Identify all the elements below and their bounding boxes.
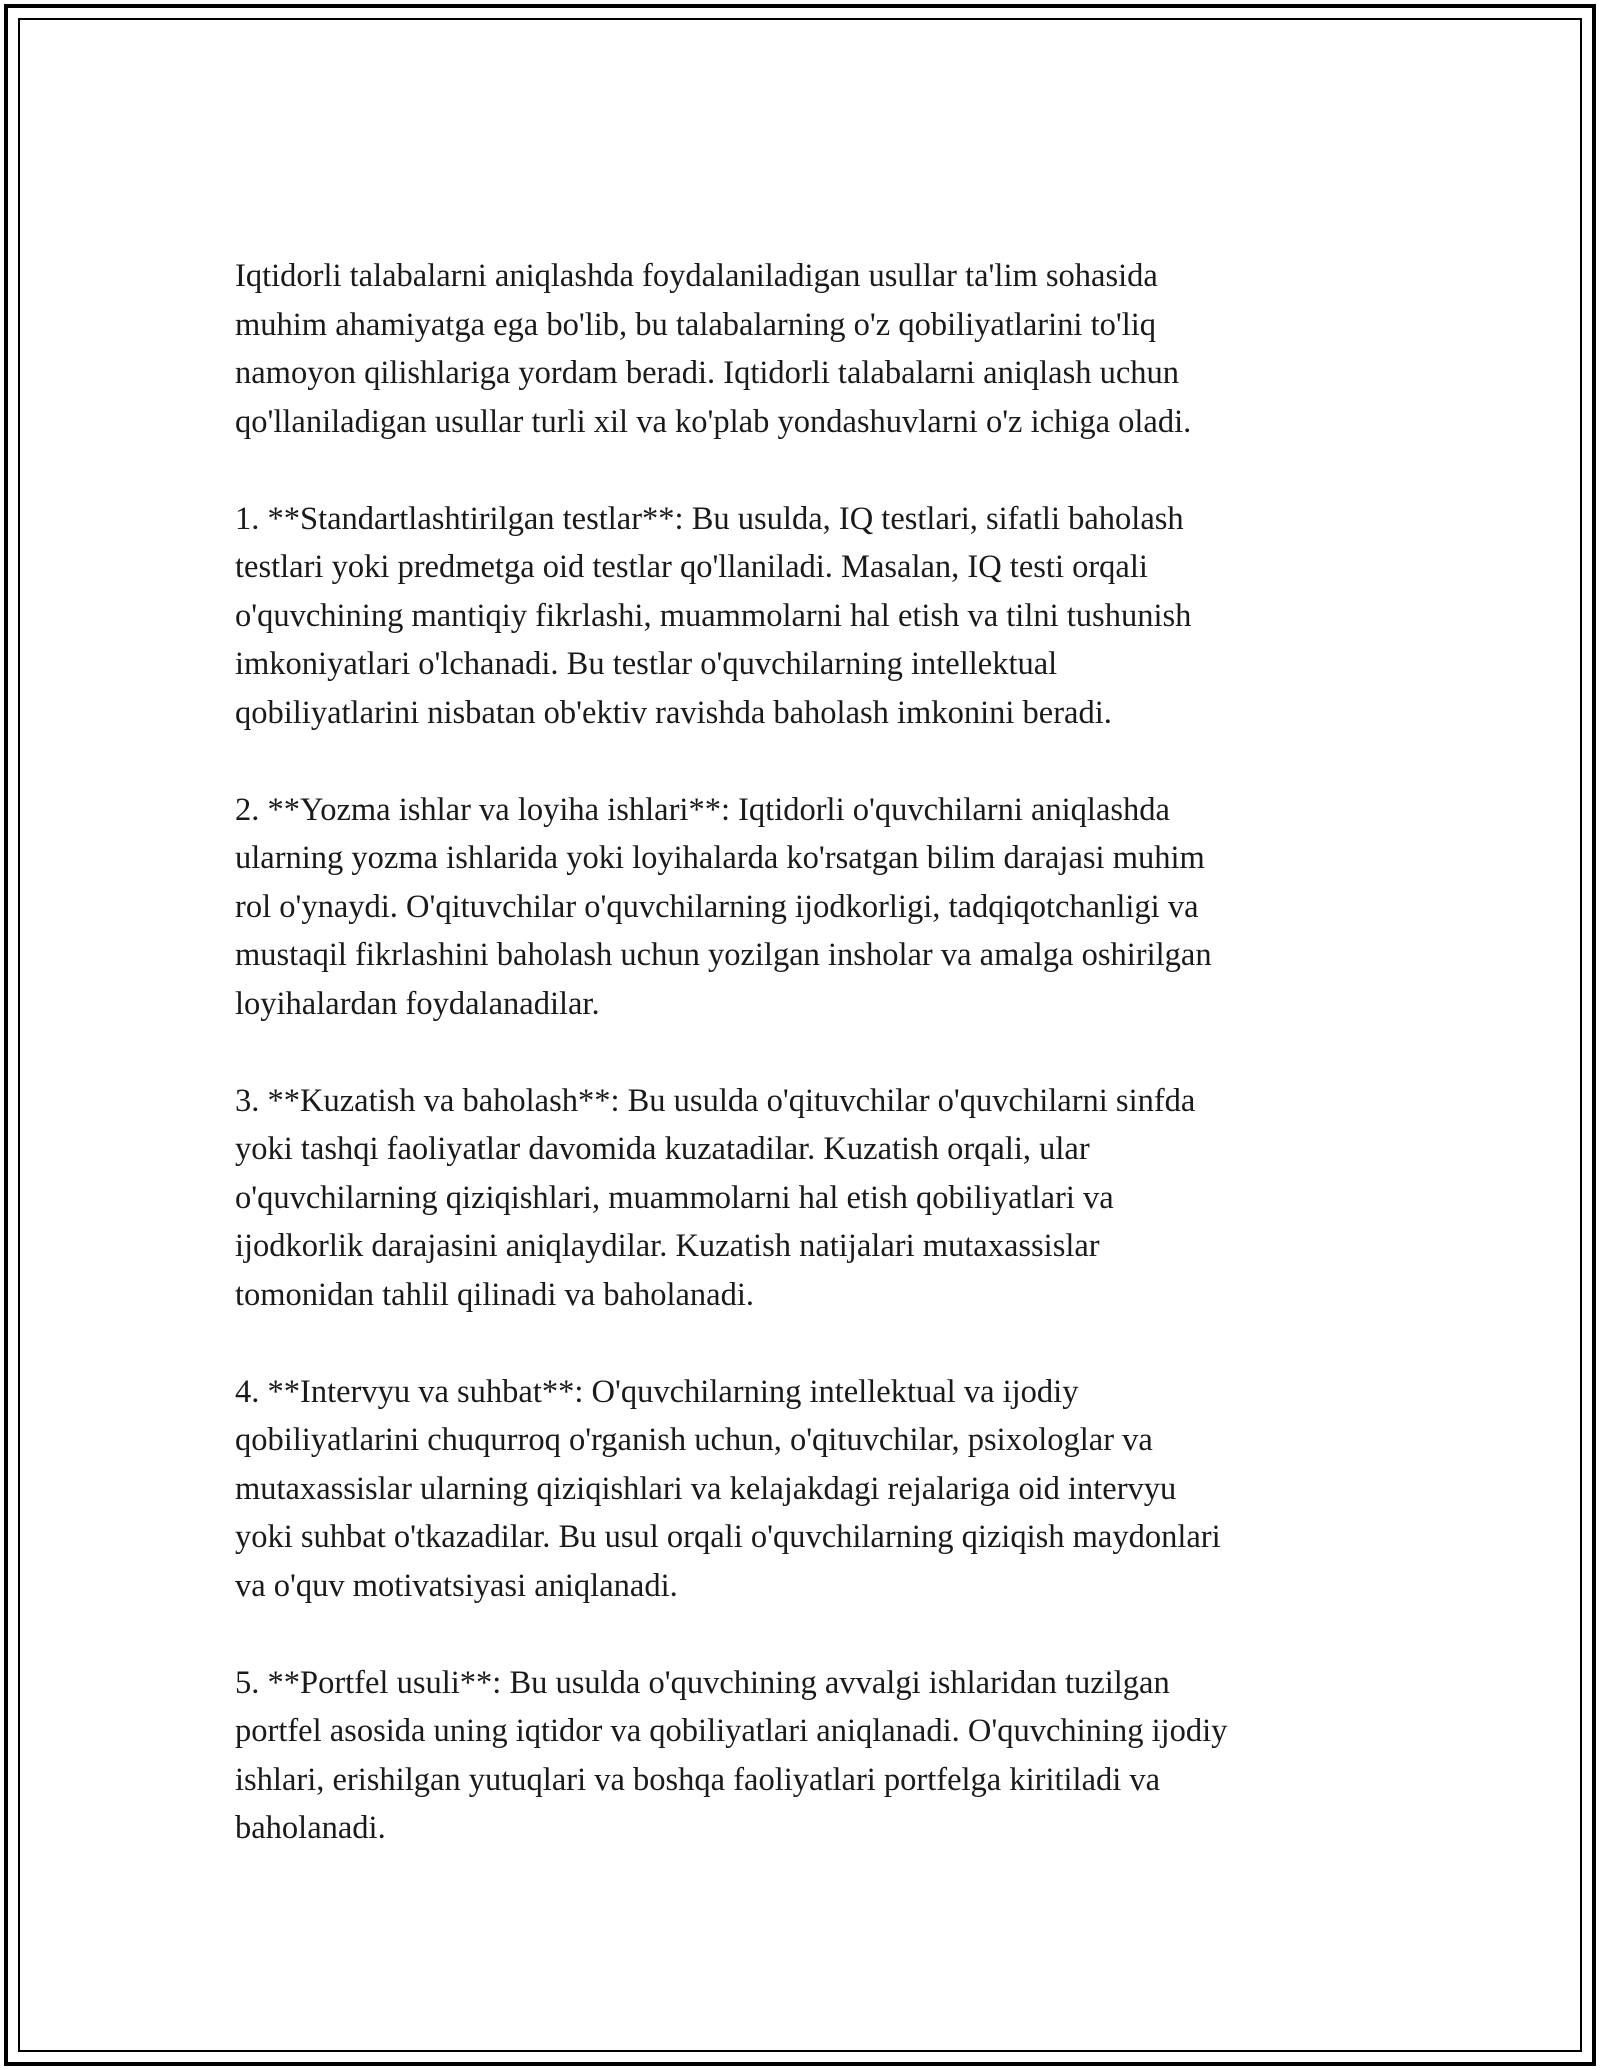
- list-item-written-and-project-work: 2. **Yozma ishlar va loyiha ishlari**: Iqtidorli o'quvchilarni aniqlashda ularning yozma ishlarida yoki loyihalarda ko'rsatgan bilim darajasi muhim rol o'ynaydi. O'qituvchilar o'quvchilarning ijodkorligi, tadqiqotchanligi va mustaqil fikrlashini baholash uchun yozilgan insholar va amalga oshirilgan loyihalardan foydalanadilar.: [235, 791, 1212, 1022]
- intro-paragraph: Iqtidorli talabalarni aniqlashda foydalaniladigan usullar ta'lim sohasida muhim ahamiyatga ega bo'lib, bu talabalarning o'z qobiliyatlarini to'liq namoyon qilishlariga yordam beradi. Iqtidorli talabalarni aniqlash uchun qo'llaniladigan usullar turli xil va ko'plab yondashuvlarni o'z ichiga oladi.: [235, 258, 1192, 440]
- list-item-standardized-tests: 1. **Standartlashtirilgan testlar**: Bu usulda, IQ testlari, sifatli baholash testlari yoki predmetga oid testlar qo'llaniladi. Masalan, IQ testi orqali o'quvchining mantiqiy fikrlashi, muammolarni hal etish va tilni tushunish imkoniyatlari o'lchanadi. Bu testlar o'quvchilarning intellektual qobiliyatlarini nisbatan ob'ektiv ravishda baholash imkonini beradi.: [235, 500, 1192, 731]
- document-body: [235, 252, 1375, 1853]
- list-item-portfolio-method: 5. **Portfel usuli**: Bu usulda o'quvchining avvalgi ishlaridan tuzilgan portfel asosida uning iqtidor va qobiliyatlari aniqlanadi. O'quvchining ijodiy ishlari, erishilgan yutuqlari va boshqa faoliyatlari portfelga kiritiladi va baholanadi.: [235, 1664, 1228, 1846]
- list-item-interview-and-conversation: 4. **Intervyu va suhbat**: O'quvchilarning intellektual va ijodiy qobiliyatlarini chuqurroq o'rganish uchun, o'qituvchilar, psixologlar va mutaxassislar ularning qiziqishlari va kelajakdagi rejalariga oid intervyu yoki suhbat o'tkazadilar. Bu usul orqali o'quvchilarning qiziqish maydonlari va o'quv motivatsiyasi aniqlanadi.: [235, 1373, 1221, 1604]
- list-item-observation-and-assessment: 3. **Kuzatish va baholash**: Bu usulda o'qituvchilar o'quvchilarni sinfda yoki tashqi faoliyatlar davomida kuzatadilar. Kuzatish orqali, ular o'quvchilarning qiziqishlari, muammolarni hal etish qobiliyatlari va ijodkorlik darajasini aniqlaydilar. Kuzatish natijalari mutaxassislar tomonidan tahlil qilinadi va baholanadi.: [235, 1082, 1196, 1313]
